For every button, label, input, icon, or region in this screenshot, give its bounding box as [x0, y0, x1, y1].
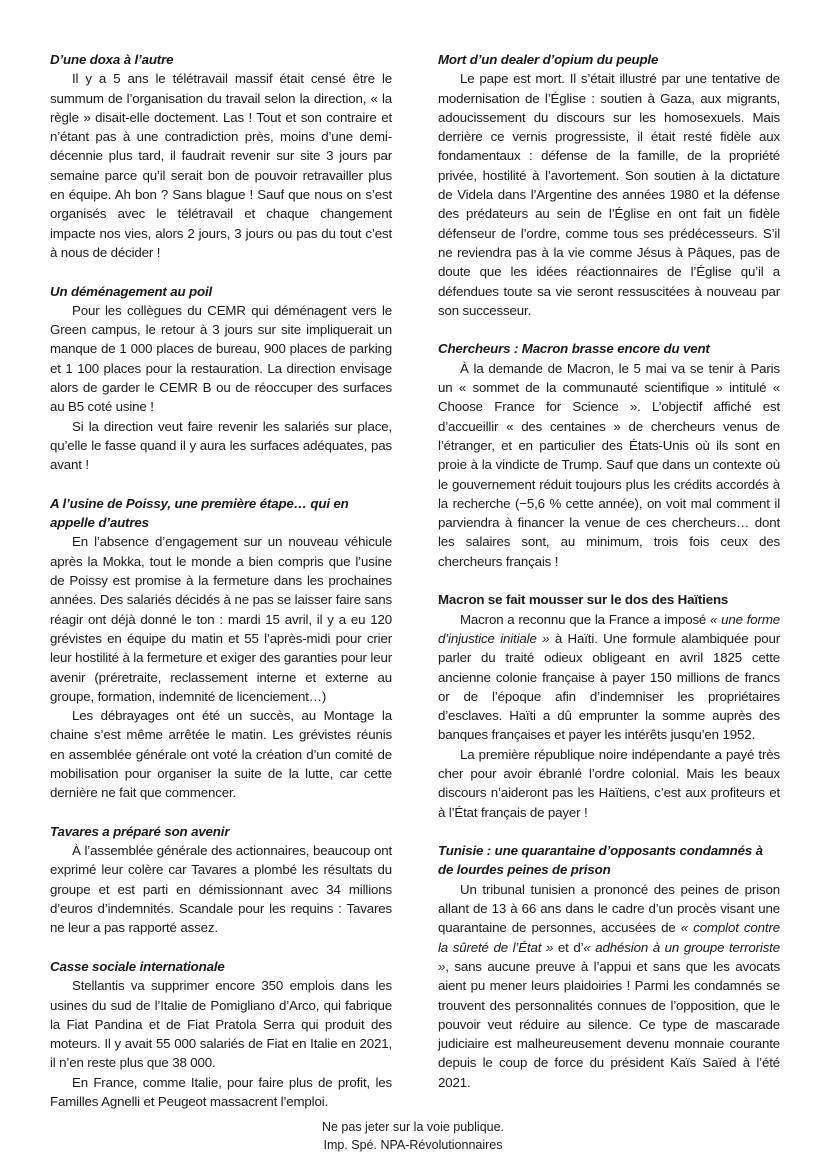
article-paragraph: Si la direction veut faire revenir les salariés sur place, qu’elle le fasse quand il y aura les surfaces adéquates, pas avant ! — [50, 418, 392, 473]
article-poissy — [50, 494, 392, 803]
text-run: , sans aucune preuve à l’appui et sans que les avocats aient pu mener leurs plaidoiries ! Parmi les condamnés se trouvent des personnalités connues de l’opposition, que le pouvoir veut réduire au silence. Ce type de mascarade judiciaire est malheureusement devenu monnaie courante depuis le coup de force du président Kaïs Saïed à l’été 2021. — [438, 958, 780, 1090]
article-casse-sociale — [50, 957, 392, 1111]
article-headline: Mort d’un dealer d’opium du peuple — [438, 52, 659, 67]
quote: « adhésion à un groupe terroriste » — [438, 939, 780, 974]
quote: « une forme d’injustice initiale » — [438, 611, 780, 646]
article-paragraph: La première république noire indépendante a payé très cher pour avoir ébranlé l’ordre colonial. Mais les beaux discours n’aideront pas les Haïtiens, c’est aux profiteurs et à l’État français de payer ! — [438, 746, 780, 820]
article-headline: Casse sociale internationale — [50, 958, 225, 974]
left-column — [50, 50, 392, 1131]
article-paragraph: Pour les collègues du CEMR qui déménagent vers le Green campus, le retour à 3 jours sur site impliquerait un manque de 1 000 places de bureau, 900 places de parking et 1 100 places pour la restauration. La direction envisage alors de garder le CEMR B ou de réoccuper des surfaces au B5 coté usine ! — [50, 302, 392, 415]
right-column — [438, 50, 780, 1111]
article-tunisie — [438, 841, 780, 1092]
footer-printer: Imp. Spé. NPA-Révolutionnaires — [323, 1138, 503, 1152]
text-run: et d’ — [553, 939, 584, 955]
article-headline: A l’usine de Poissy, une première étape… qui en appelle d’autres — [50, 495, 349, 531]
article-paragraph: En l’absence d’engagement sur un nouveau véhicule après la Mokka, tout le monde a bien compris que l’usine de Poissy est promise à la fermeture dans les prochaines années. Des salariés décidés à ne pas se laisser faire sans réagir ont déjà donné le ton : mardi 15 avril, il y a eu 120 grévistes en équipe du matin et 55 l’après-midi pour crier leur hostilité à la fermeture et exiger des garanties pour leur avenir (préretraite, reclassement interne et externe au groupe, formation, indemnité de licenciement…) — [50, 534, 392, 704]
article-tavares — [50, 822, 392, 938]
article-paragraph: En France, comme Italie, pour faire plus de profit, les Familles Agnelli et Peugeot massacrent l’emploi. — [50, 1074, 392, 1110]
article-doxa — [50, 50, 392, 262]
text-run: Un tribunal tunisien a prononcé des peines de prison allant de 13 à 66 ans dans le cadre d’un procès visant une quarantaine de personnes, accusées de — [438, 881, 780, 936]
article-paragraph: Les débrayages ont été un succès, au Montage la chaine s’est même arrêtée le matin. Les grévistes réunis en assemblée générale ont voté la création d’un comité de mobilisation pour organiser la suite de la lutte, car cette dernière ne fait que commencer. — [50, 708, 392, 801]
article-headline: Chercheurs : Macron brasse encore du vent — [438, 341, 710, 357]
article-paragraph: À la demande de Macron, le 5 mai va se tenir à Paris un « sommet de la communauté scientifique » intitulé « Choose France for Science ». L’objectif affiché est d’accueillir « des centaines » de chercheurs venus de l’étranger, et en particulier des États-Unis où ils sont en proie à la vindicte de Trump. Sauf que dans un contexte où le gouvernement réduit toujours plus les crédits accordés à la recherche (−5,6 % cette année), on voit mal comment il parviendra à financer la venue de ces chercheurs… dont les salaires sont, au minimum, trois fois ceux des chercheurs français ! — [438, 360, 780, 569]
text-run: à Haïti. Une formule alambiquée pour parler du traité odieux obligeant en avril 1825 cette ancienne colonie française à payer 150 millions de francs or de l’époque afin d’indemniser les propriétaires d’esclaves. Haïti a dû emprunter la somme auprès des banques françaises et payer les intérêts jusqu’en 1952. — [438, 630, 780, 743]
article-demenagement — [50, 282, 392, 475]
article-headline: D’une doxa à l’autre — [50, 52, 174, 67]
article-paragraph — [438, 610, 780, 745]
article-paragraph: Stellantis va supprimer encore 350 emplois dans les usines du sud de l’Italie de Pomigliano d’Arco, qui fabrique la Fiat Pandina et de Fiat Pratola Serra qui produit des moteurs. Il y avait 55 000 salariés de Fiat en Italie en 2021, il n’en reste plus que 38 000. — [50, 978, 392, 1071]
article-headline: Un déménagement au poil — [50, 283, 213, 299]
article-headline: Tunisie : une quarantaine d’opposants condamnés à de lourdes peines de prison — [438, 843, 763, 878]
footer — [0, 1118, 826, 1154]
article-pape — [438, 50, 780, 320]
article-chercheurs — [438, 339, 780, 571]
footer-notice: Ne pas jeter sur la voie publique. — [321, 1120, 505, 1134]
article-paragraph — [438, 880, 780, 1092]
article-haiti — [438, 590, 780, 822]
text-run: Macron a reconnu que la France a imposé — [460, 611, 711, 627]
quote: « complot contre la sûreté de l’État » — [438, 920, 780, 955]
article-headline: Tavares a préparé son avenir — [50, 823, 230, 839]
article-paragraph: Le pape est mort. Il s’était illustré par une tentative de modernisation de l’Église : soutien à Gaza, aux migrants, adoucissement du discours sur les homosexuels. Mais derrière ce vernis progressiste, il était resté fidèle aux fondamentaux : défense de la famille, de la propriété privée, hostilité à l’avortement. Son soutien à la dictature de Videla dans l’Argentine des années 1980 et la défense des prédateurs au sein de l’Église en ont fait un fidèle défenseur de l’ordre, comme tous ses prédécesseurs. S’il ne reviendra pas à la vie comme Jésus à Pâques, pas de doute que les idées réactionnaires de l’Église qu’il a défendues toute sa vie seront ressuscitées à nouveau par son successeur. — [438, 71, 780, 318]
article-paragraph: À l’assemblée générale des actionnaires, beaucoup ont exprimé leur colère car Tavares a plombé les résultats du groupe et est parti en démissionnant avec 34 millions d’euros d’indemnités. Scandale pour les requins : Tavares ne leur a pas rapporté assez. — [50, 843, 392, 936]
article-headline: Macron se fait mousser sur le dos des Haïtiens — [438, 592, 729, 608]
article-paragraph: Il y a 5 ans le télétravail massif était censé être le summum de l’organisation du travail selon la direction, « la règle » disait-elle doctement. Las ! Tout et son contraire et n’étant pas à une contradiction près, moins d’une demi-décennie plus tard, il faudrait revenir sur site 3 jours par semaine parce qu’il serait bon de pouvoir retravailler plus en équipe. Ah bon ? Sans blague ! Sauf que nous on s’est organisés avec le télétravail et chaque changement impacte nos vies, alors 2 jours, 3 jours ou pas du tout c’est à nous de décider ! — [50, 71, 392, 260]
